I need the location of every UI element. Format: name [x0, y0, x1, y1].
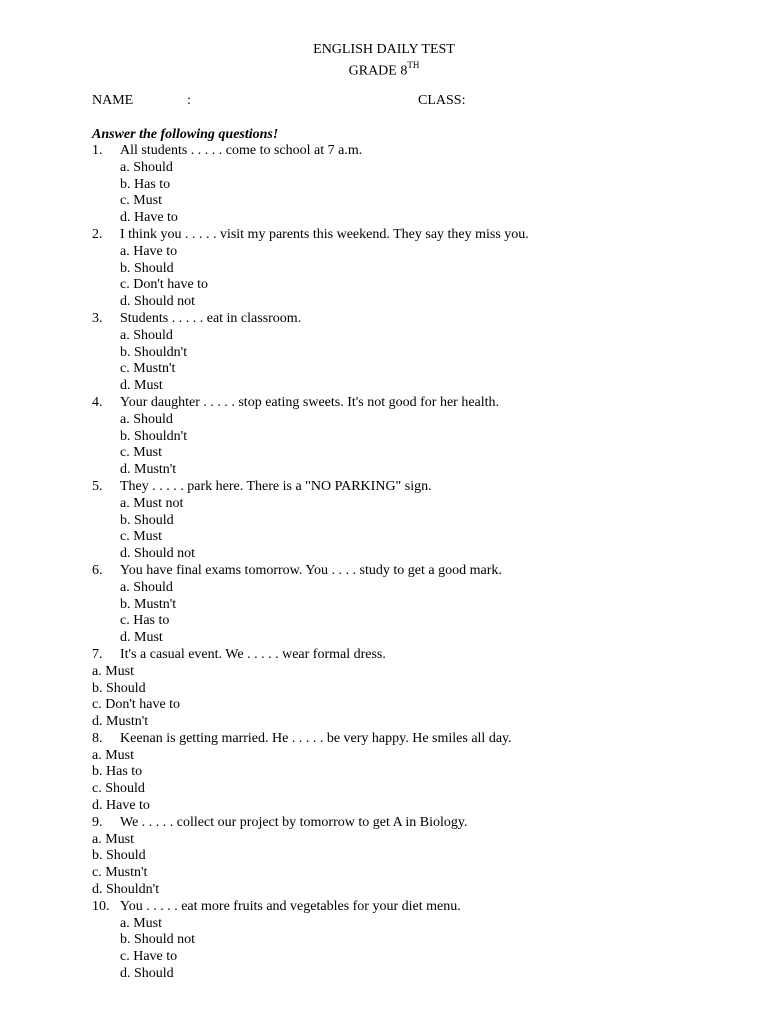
answer-option: d. Have to	[120, 210, 178, 226]
name-label: NAME	[92, 93, 134, 108]
question-7	[92, 647, 732, 664]
answer-option: c. Don't have to	[92, 697, 181, 713]
answer-option: b. Shouldn't	[120, 428, 188, 444]
answer-option: a. Must	[92, 831, 134, 847]
answer-option: b. Shouldn't	[120, 344, 188, 360]
question-number: 6.	[92, 562, 103, 578]
answer-option: c. Mustn't	[120, 361, 176, 377]
question-text: Your daughter . . . . . stop eating sweets. It's not good for her health.	[120, 394, 500, 410]
answer-option: a. Should	[120, 411, 173, 427]
question-number: 2.	[92, 226, 103, 242]
answer-option: a. Should	[120, 579, 173, 595]
answer-option: b. Has to	[120, 176, 171, 192]
class-label: CLASS:	[418, 93, 466, 108]
answer-option: d. Should not	[120, 294, 196, 310]
question-number: 1.	[92, 143, 103, 158]
answer-option: d. Mustn't	[120, 462, 177, 478]
answer-option: c. Must	[120, 529, 162, 545]
question-number: 10.	[92, 898, 110, 914]
question-1	[92, 143, 732, 160]
answer-option: a. Have to	[120, 243, 178, 259]
answer-option: a. Must	[120, 915, 162, 931]
question-text: Students . . . . . eat in classroom.	[120, 310, 302, 326]
grade-line	[0, 58, 768, 80]
answer-option: c. Should	[92, 781, 145, 797]
answer-option: a. Must not	[120, 495, 184, 511]
question-text: You . . . . . eat more fruits and vegetables for your diet menu.	[120, 898, 461, 914]
title-block	[0, 42, 768, 80]
answer-option: b. Should	[120, 260, 174, 276]
answer-option: d. Must	[120, 378, 163, 394]
answer-option: d. Mustn't	[92, 714, 149, 730]
question-number: 9.	[92, 814, 103, 830]
answer-option: a. Should	[120, 159, 173, 175]
answer-option: c. Must	[120, 445, 162, 461]
answer-option: a. Must	[92, 663, 134, 679]
answer-option: d. Must	[120, 630, 163, 646]
question-text: All students . . . . . come to school at 7 a.m.	[120, 143, 363, 158]
answer-option: c. Don't have to	[120, 277, 209, 293]
answer-option: b. Should	[92, 848, 146, 864]
answer-option: c. Must	[120, 193, 162, 209]
student-info-row	[92, 93, 692, 110]
question-10	[92, 899, 732, 916]
grade-text: GRADE 8	[348, 63, 408, 79]
test-title: ENGLISH DAILY TEST	[313, 42, 455, 57]
answer-option: b. Should	[92, 680, 146, 696]
question-5	[92, 479, 732, 496]
question-text: We . . . . . collect our project by tomorrow to get A in Biology.	[120, 814, 468, 830]
answer-option: b. Has to	[92, 764, 143, 780]
question-text: I think you . . . . . visit my parents this weekend. They say they miss you.	[120, 226, 529, 242]
answer-option: c. Have to	[120, 949, 178, 965]
answer-option: b. Should not	[120, 932, 196, 948]
answer-option: d. Have to	[92, 798, 150, 814]
question-8	[92, 731, 732, 748]
question-text: They . . . . . park here. There is a "NO PARKING" sign.	[120, 478, 432, 494]
answer-option: d. Should	[120, 966, 174, 982]
answer-option: a. Must	[92, 747, 134, 763]
question-6	[92, 563, 732, 580]
answer-option: c. Mustn't	[92, 865, 148, 881]
question-number: 4.	[92, 394, 103, 410]
name-colon: :	[187, 93, 191, 108]
question-text: Keenan is getting married. He . . . . . be very happy. He smiles all day.	[120, 730, 512, 746]
question-9	[92, 815, 732, 832]
answer-option: d. Should not	[120, 546, 196, 562]
question-number: 3.	[92, 310, 103, 326]
question-number: 5.	[92, 478, 103, 494]
answer-option: b. Should	[120, 512, 174, 528]
answer-option: d. Shouldn't	[92, 882, 160, 898]
instructions: Answer the following questions!	[92, 127, 279, 142]
question-2	[92, 227, 732, 244]
question-3	[92, 311, 732, 328]
answer-option: b. Mustn't	[120, 596, 177, 612]
question-number: 8.	[92, 730, 103, 746]
question-list	[92, 143, 732, 983]
answer-option: a. Should	[120, 327, 173, 343]
question-4	[92, 395, 732, 412]
question-number: 7.	[92, 646, 103, 662]
answer-option: c. Has to	[120, 613, 170, 629]
question-text: You have final exams tomorrow. You . . . . study to get a good mark.	[120, 562, 502, 578]
question-text: It's a casual event. We . . . . . wear formal dress.	[120, 646, 386, 662]
grade-superscript: TH	[407, 60, 420, 70]
